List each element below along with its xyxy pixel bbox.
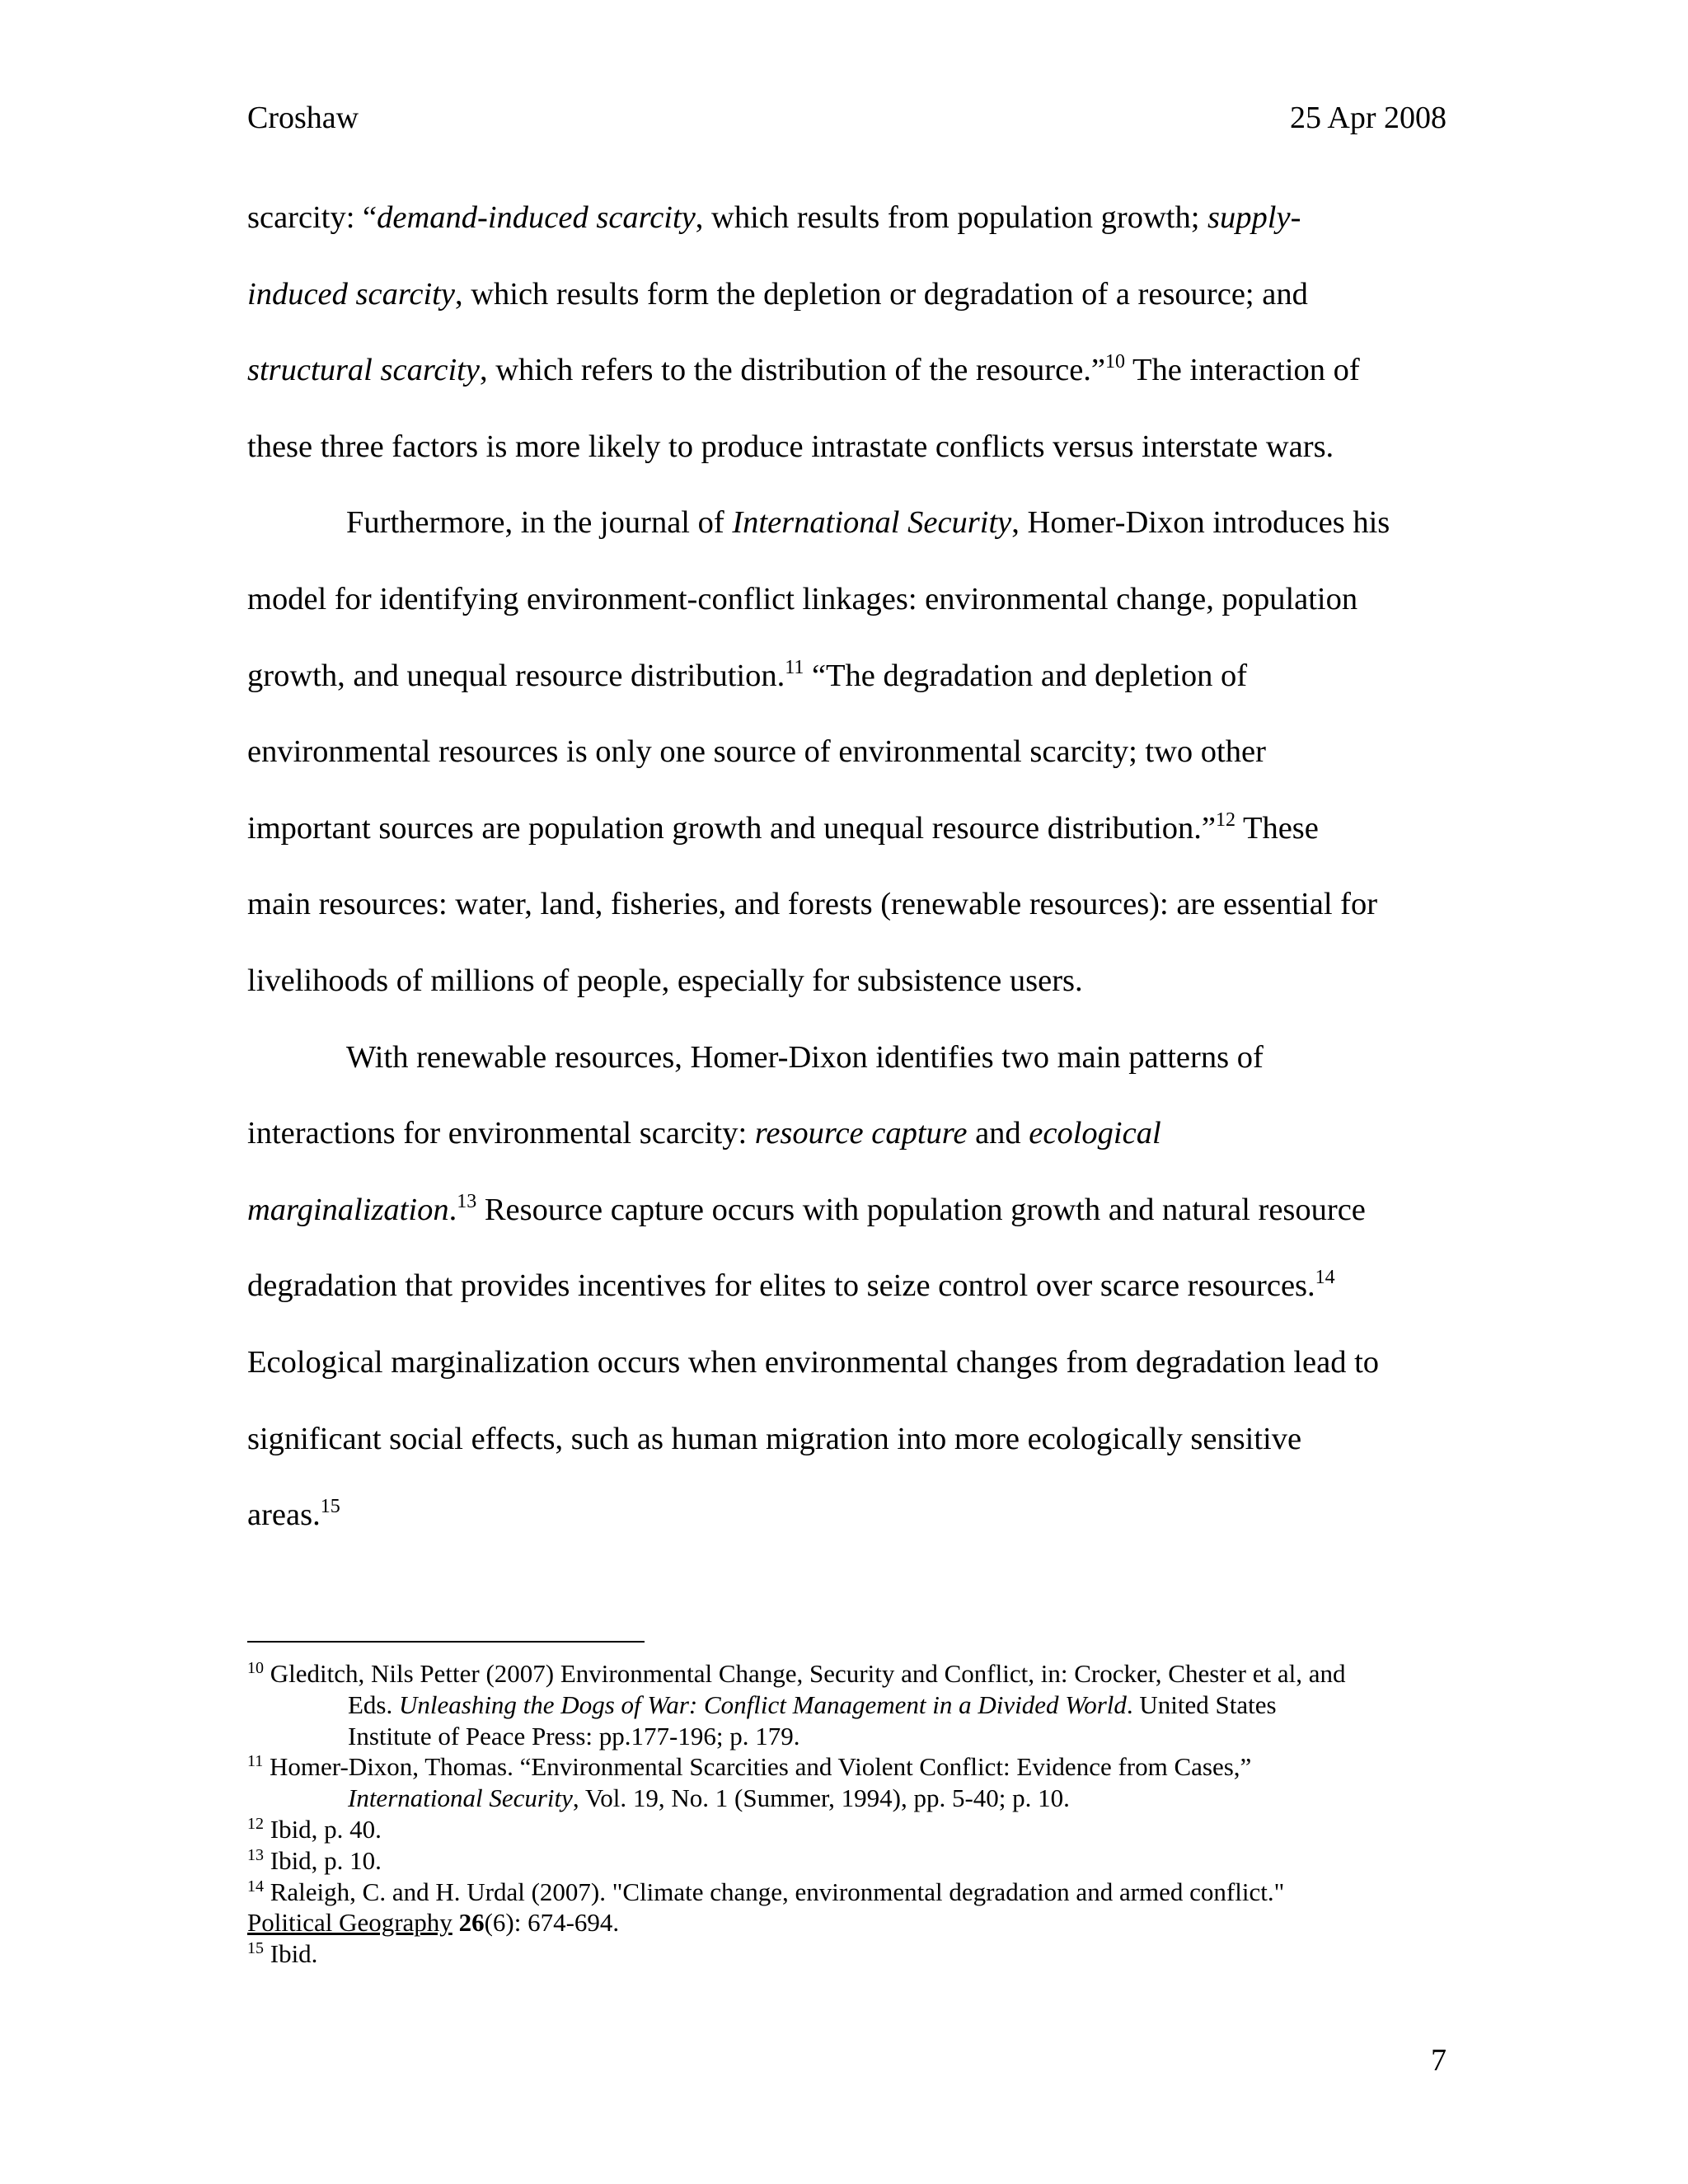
footnote-ref: 14 [1315,1267,1335,1289]
footnotes [247,1658,1451,1970]
footnote-ref: 10 [1105,351,1126,373]
text-line: model for identifying environment-conflict linkages: environmental change, population [247,581,1358,616]
page-number: 7 [1431,2043,1447,2078]
footnote-13: $^{13}$ Ibid, p. 10. [247,1845,382,1875]
text-line: scarcity: “demand-induced scarcity, which results from population growth; supply- [247,200,1301,235]
footnote-ref: 13 [457,1190,477,1212]
text-line: degradation that provides incentives for elites to seize control over scarce resources.$^{14}$ [247,1267,1335,1304]
text-line: induced scarcity, which results form the depletion or degradation of a resource; and [247,276,1308,312]
text-line: interactions for environmental scarcity: resource capture and ecological [247,1116,1161,1151]
text-line: these three factors is more likely to produce intrastate conflicts versus interstate wars. [247,429,1334,464]
running-header-author: Croshaw [247,101,359,135]
text-line: environmental resources is only one source of environmental scarcity; two other [247,734,1266,770]
footnote-12: $^{12}$ Ibid, p. 40. [247,1814,382,1844]
footnote-ref: 11 [785,656,804,678]
footnote-ref: 12 [1216,808,1236,831]
text-line: marginalization.$^{13}$ Resource capture occurs with population growth and natural resource [247,1190,1366,1227]
text-line: structural scarcity, which refers to the distribution of the resource.”$^{10}$ The interaction of [247,351,1360,388]
footnote-11: $^{11}$ Homer-Dixon, Thomas. “Environmental Scarcities and Violent Conflict: Evidence from Cases,” [247,1752,1252,1782]
footnote-11-cont: International Security, Vol. 19, No. 1 (Summer, 1994), pp. 5-40; p. 10. [348,1783,1070,1813]
text-line: growth, and unequal resource distribution.$^{11}$ “The degradation and depletion of [247,656,1248,693]
footnote-10: $^{10}$ Gleditch, Nils Petter (2007) Environmental Change, Security and Conflict, in: Crocker, Chester et al, and [247,1659,1346,1688]
footnote-separator [247,1641,645,1643]
text-line: livelihoods of millions of people, especially for subsistence users. [247,963,1083,998]
footnote-15: $^{15}$ Ibid. [247,1939,318,1969]
footnote-10-cont: Eds. Unleashing the Dogs of War: Conflict Management in a Divided World. United States [348,1690,1277,1719]
text-line: Ecological marginalization occurs when environmental changes from degradation lead to [247,1344,1380,1380]
text-line: areas.$^{15}$ [247,1496,340,1533]
running-header-date: 25 Apr 2008 [1290,101,1447,135]
footnote-ref: 15 [320,1496,340,1518]
footnote-10-cont: Institute of Peace Press: pp.177-196; p. 179. [348,1721,800,1750]
footnote-14: $^{14}$ Raleigh, C. and H. Urdal (2007). "Climate change, environmental degradation and armed conflict." [247,1877,1285,1906]
footnote-14-cont: Political Geography 26(6): 674-694. [247,1908,620,1938]
text-line: main resources: water, land, fisheries, and forests (renewable resources): are essential for [247,887,1378,922]
body-text [247,191,1451,1565]
text-line: important sources are population growth and unequal resource distribution.”$^{12}$ These [247,808,1319,846]
paragraph-start: With renewable resources, Homer-Dixon identifies two main patterns of [346,1039,1264,1075]
paragraph-start: Furthermore, in the journal of International Security, Homer-Dixon introduces his [346,505,1390,541]
text-line: significant social effects, such as human migration into more ecologically sensitive [247,1421,1302,1456]
